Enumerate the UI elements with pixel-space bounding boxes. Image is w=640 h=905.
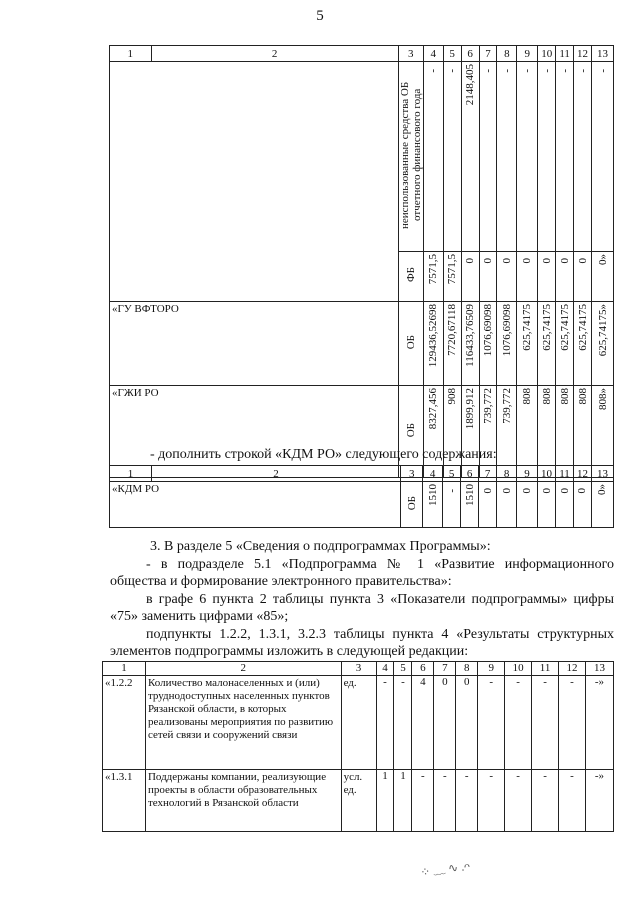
column-header: 6 [412,662,434,676]
column-header: 12 [574,466,592,482]
org-name: «КДМ РО [110,482,401,528]
value-cell [556,252,574,302]
table-row-unused-funds [110,62,614,252]
column-header: 5 [443,46,461,62]
column-header: 13 [585,662,613,676]
column-header: 12 [559,662,586,676]
value-cell [592,252,614,302]
value-cell [479,252,497,302]
value-text: 0» [596,254,609,265]
column-header: 13 [591,466,613,482]
table-row-org-guvftoro [110,302,614,386]
value-cell [556,386,574,478]
value-cell [461,62,479,252]
kdm-table [109,465,614,528]
value-text: 1899,912 [464,388,477,430]
value-cell [517,482,538,528]
value-cell [592,302,614,386]
value-cell: - [412,770,434,832]
value-text: 129436,52698 [427,304,440,368]
value-cell [538,482,556,528]
item-description: Поддержаны компании, реализующие проекты в области образовательных технологий в Рязанской области [145,770,341,832]
column-header: 6 [461,466,479,482]
value-text: 7720,67118 [446,304,459,356]
item-unit: усл. ед. [341,770,376,832]
table-header-row [110,466,614,482]
value-cell: - [532,676,559,770]
column-header: 7 [434,662,456,676]
value-cell [423,386,443,478]
paragraph-subsection-5-1: - в подразделе 5.1 «Подпрограмма № 1 «Развитие информационного общества и формирование электронного правительства»: [110,557,614,589]
column-header: 2 [145,662,341,676]
column-header: 9 [478,662,505,676]
value-cell [479,482,497,528]
column-header: 9 [517,46,538,62]
column-header: 10 [505,662,532,676]
value-text: 7571,5 [427,254,440,285]
table-row [103,770,614,832]
value-text: 625,74175 [558,304,571,351]
value-cell [443,386,461,478]
column-header: 7 [479,46,497,62]
value-text: - [500,69,513,73]
column-header: 8 [497,466,517,482]
value-cell [538,252,556,302]
column-header: 11 [532,662,559,676]
value-text: 625,74175 [521,304,534,351]
column-header: 5 [443,466,461,482]
value-text: - [446,69,459,73]
page-number: 5 [316,8,324,24]
value-cell [423,302,443,386]
value-cell [592,386,614,478]
value-text: 1076,69098 [481,304,494,357]
org-name: «ГЖИ РО [110,386,399,478]
value-cell [443,302,461,386]
value-cell [479,386,497,478]
value-cell: - [478,676,505,770]
table-row [103,676,614,770]
value-cell [574,386,592,478]
value-cell [479,302,497,386]
column-header: 4 [423,466,443,482]
value-text: 0 [558,487,571,493]
value-text: 739,772 [500,388,513,424]
value-cell [443,62,461,252]
value-cell [556,62,574,252]
value-cell [497,252,517,302]
value-text: 1510 [426,484,439,506]
column-header: 8 [456,662,478,676]
value-cell [461,252,479,302]
column-header: 8 [497,46,517,62]
value-text: 625,74175 [540,304,553,351]
value-cell: - [478,770,505,832]
value-text: 116433,76509 [464,304,477,367]
column-header: 6 [461,46,479,62]
value-text: 739,772 [481,388,494,424]
value-cell: - [456,770,478,832]
value-text: - [596,69,609,73]
column-header: 5 [394,662,412,676]
value-cell [591,482,613,528]
value-cell: - [559,770,586,832]
value-text: 0 [481,257,494,263]
value-text: 0 [481,487,494,493]
source-label: ОБ [401,482,423,528]
value-text: 0 [521,257,534,263]
value-cell: 0 [456,676,478,770]
value-cell [497,302,517,386]
value-cell [556,302,574,386]
value-cell [592,62,614,252]
value-cell: 1 [394,770,412,832]
source-label: ОБ [398,386,423,478]
value-text: 1076,69098 [500,304,513,357]
table-row-org-kdmro [110,482,614,528]
value-text: - [558,69,571,73]
value-cell: -» [585,770,613,832]
column-header: 10 [538,466,556,482]
value-text: 0 [540,487,553,493]
value-cell [497,62,517,252]
column-header: 11 [556,46,574,62]
value-text: 0 [500,487,513,493]
item-number: «1.3.1 [103,770,146,832]
column-header: 7 [479,466,497,482]
value-text: 0 [540,257,553,263]
column-header: 3 [401,466,423,482]
org-name: «ГУ ВФТОРО [110,302,399,386]
value-text: 0 [500,257,513,263]
value-cell: 1 [376,770,394,832]
value-cell: - [434,770,456,832]
value-text: 7571,5 [446,254,459,285]
value-cell [497,386,517,478]
value-cell [517,252,538,302]
value-cell [443,482,461,528]
value-text: 0 [576,487,589,493]
value-cell [443,252,461,302]
value-cell: 4 [412,676,434,770]
value-cell [574,302,592,386]
value-cell [479,62,497,252]
value-text: 625,74175» [596,304,609,357]
value-text: 0 [576,257,589,263]
value-cell: - [394,676,412,770]
column-header: 12 [574,46,592,62]
value-text: 808 [521,388,534,405]
column-header: 13 [592,46,614,62]
value-cell [497,482,517,528]
value-text: - [576,69,589,73]
value-cell [538,386,556,478]
column-header: 1 [103,662,146,676]
value-cell [517,62,538,252]
value-text: 1510 [463,484,476,506]
value-cell [423,482,443,528]
column-header: 2 [151,46,398,62]
value-cell [461,386,479,478]
item-number: «1.2.2 [103,676,146,770]
row-label: ФБ [398,252,423,302]
column-header: 4 [376,662,394,676]
empty-cell [110,62,399,302]
value-cell: - [505,676,532,770]
value-text: - [427,69,440,73]
value-cell [423,62,443,252]
value-cell [556,482,574,528]
column-header: 1 [110,46,152,62]
value-text: 0» [596,484,609,495]
value-cell: - [532,770,559,832]
value-cell: -» [585,676,613,770]
value-cell: - [559,676,586,770]
item-unit: ед. [341,676,376,770]
column-header: 3 [398,46,423,62]
value-text: 0 [521,487,534,493]
value-text: - [445,489,458,493]
paragraph-section-3: 3. В разделе 5 «Сведения о подпрограммах Программы»: [150,539,491,554]
value-text: 808» [596,388,609,410]
value-text: 625,74175 [576,304,589,351]
value-cell [574,62,592,252]
source-label: ОБ [398,302,423,386]
column-header: 3 [341,662,376,676]
value-cell: 0 [434,676,456,770]
value-cell [538,62,556,252]
value-cell [538,302,556,386]
column-header: 9 [517,466,538,482]
value-text: - [521,69,534,73]
results-table [102,661,614,832]
value-cell [517,386,538,478]
table-header-row [103,662,614,676]
value-cell: - [505,770,532,832]
value-text: 808 [558,388,571,405]
column-header: 1 [110,466,152,482]
value-cell [461,302,479,386]
value-text: 808 [540,388,553,405]
value-text: 808 [576,388,589,405]
value-cell [423,252,443,302]
value-text: 2148,405 [464,64,477,106]
value-cell [517,302,538,386]
handwritten-mark: ⁘ ﹏ ∿ .ᴖ [419,858,471,880]
value-text: - [481,69,494,73]
column-header: 4 [423,46,443,62]
paragraph-add-row: - дополнить строкой «КДМ РО» следующего содержания: [150,447,497,462]
table-row-org-gzhiro [110,386,614,478]
value-text: - [540,69,553,73]
item-description: Количество малонаселенных и (или) труднодоступных населенных пунктов Рязанской области, в которых реализованы мероприятия по развитию сетей связи и сооружений связи [145,676,341,770]
funding-table [109,45,614,478]
table-header-row [110,46,614,62]
value-text: 8327,456 [427,388,440,430]
column-header: 11 [556,466,574,482]
value-cell [574,252,592,302]
column-header: 10 [538,46,556,62]
value-cell [574,482,592,528]
paragraph-subitems: подпункты 1.2.2, 1.3.1, 3.2.3 таблицы пункта 4 «Результаты структурных элементов подпрограммы изложить в следующей редакции: [110,627,614,659]
column-header: 2 [151,466,400,482]
value-text: 0 [558,257,571,263]
value-text: 908 [446,388,459,405]
value-cell [461,482,479,528]
row-label: неиспользованные средства ОБ отчетного финансового года [398,62,423,252]
value-cell: - [376,676,394,770]
paragraph-column-6: в графе 6 пункта 2 таблицы пункта 3 «Показатели подпрограммы» цифры «75» заменить цифрами «85»; [110,592,614,624]
value-text: 0 [464,257,477,263]
